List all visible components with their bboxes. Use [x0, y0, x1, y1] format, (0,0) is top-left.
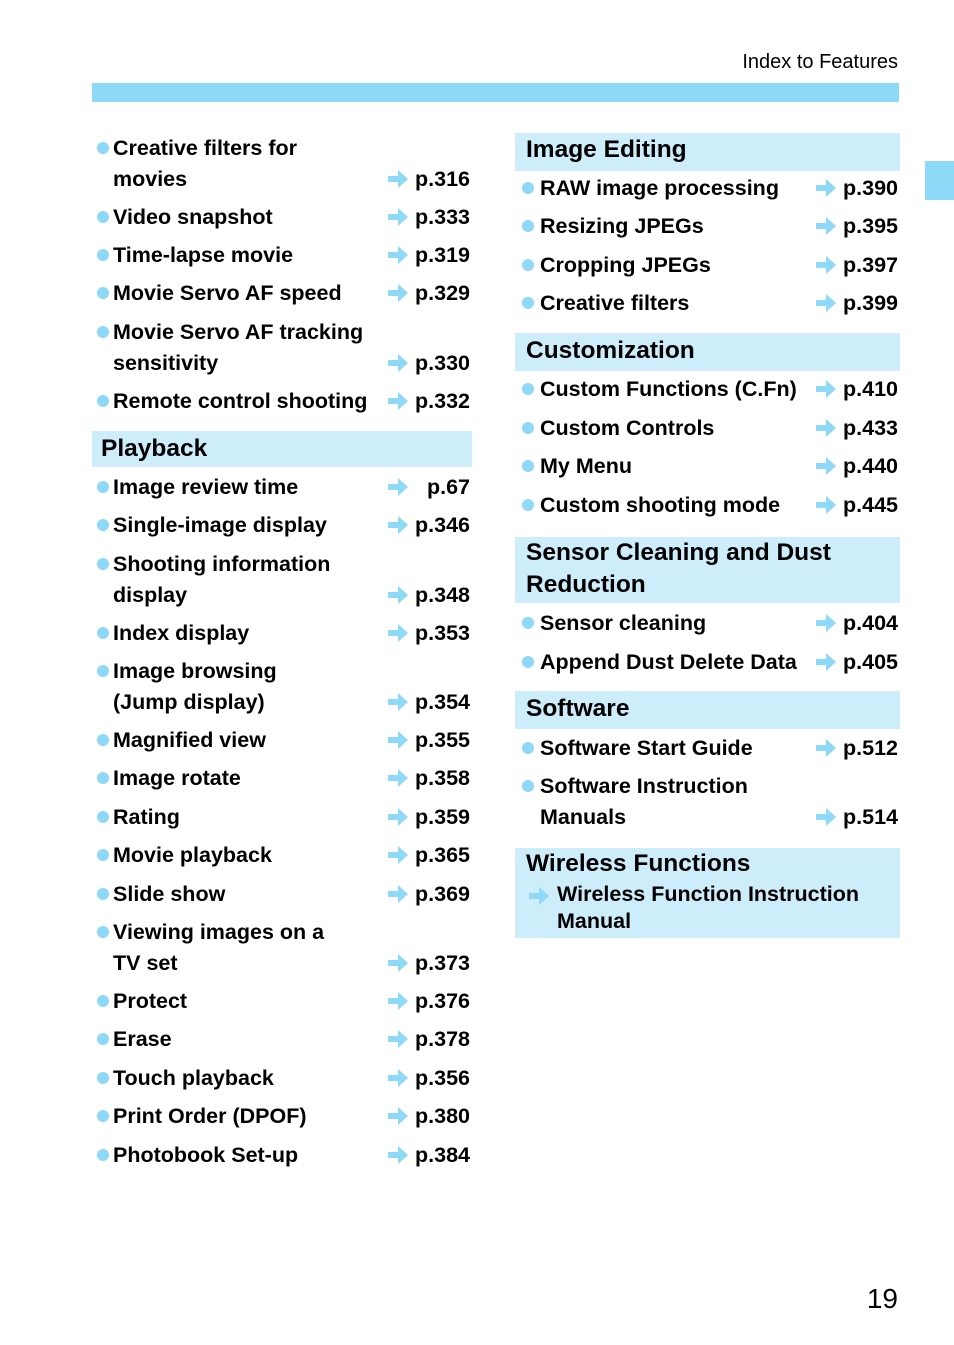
- bullet-icon: [97, 665, 109, 677]
- page-reference[interactable]: p.404: [843, 611, 898, 635]
- index-entry: [92, 879, 472, 910]
- section-header-image-editing: [515, 133, 900, 171]
- entry-label: Magnified view: [113, 728, 266, 752]
- page-reference[interactable]: p.384: [415, 1143, 470, 1167]
- entry-label: Creative filters: [540, 291, 690, 315]
- arrow-right-icon: [815, 379, 837, 399]
- page-reference[interactable]: p.329: [415, 281, 470, 305]
- arrow-right-icon: [815, 255, 837, 275]
- bullet-icon: [97, 734, 109, 746]
- page-reference[interactable]: p.319: [415, 243, 470, 267]
- bullet-icon: [522, 220, 534, 232]
- bullet-icon: [522, 182, 534, 194]
- page-reference[interactable]: p.354: [415, 690, 470, 714]
- section-header-sensor-cleaning: [515, 537, 900, 603]
- page-reference[interactable]: p.356: [415, 1066, 470, 1090]
- entry-label: Creative filters for: [113, 136, 298, 160]
- page-reference[interactable]: p.378: [415, 1027, 470, 1051]
- arrow-right-icon: [387, 585, 409, 605]
- arrow-right-icon: [387, 169, 409, 189]
- index-entry: [515, 490, 900, 521]
- index-entry: [515, 771, 900, 833]
- arrow-right-icon: [387, 353, 409, 373]
- bullet-icon: [97, 326, 109, 338]
- page-reference[interactable]: p.410: [843, 377, 898, 401]
- index-entry: [92, 725, 472, 756]
- index-entry: [92, 917, 472, 979]
- entry-label: Photobook Set-up: [113, 1143, 299, 1167]
- index-entry: [92, 840, 472, 871]
- section-wireless-functions: [515, 848, 900, 938]
- arrow-right-icon: [387, 623, 409, 643]
- bullet-icon: [522, 383, 534, 395]
- page-reference[interactable]: p.369: [415, 882, 470, 906]
- index-entry: [515, 608, 900, 639]
- right-column: [515, 0, 900, 1000]
- page-reference[interactable]: p.353: [415, 621, 470, 645]
- arrow-right-icon: [387, 730, 409, 750]
- page-reference[interactable]: p.348: [415, 583, 470, 607]
- entry-label: RAW image processing: [540, 176, 779, 200]
- entry-label: Movie playback: [113, 843, 272, 867]
- entry-label: Shooting information: [113, 552, 331, 576]
- arrow-right-icon: [387, 207, 409, 227]
- page-reference[interactable]: p.405: [843, 650, 898, 674]
- index-entry: [92, 618, 472, 649]
- page-reference[interactable]: p.365: [415, 843, 470, 867]
- arrow-right-icon: [387, 845, 409, 865]
- entry-label: Print Order (DPOF): [113, 1104, 307, 1128]
- arrow-right-icon: [387, 283, 409, 303]
- bullet-icon: [97, 287, 109, 299]
- index-entry: [92, 986, 472, 1017]
- arrow-right-icon: [387, 477, 409, 497]
- index-entry: [92, 386, 472, 417]
- index-entry: [515, 374, 900, 405]
- bullet-icon: [97, 558, 109, 570]
- arrow-right-icon: [528, 886, 550, 906]
- page-reference[interactable]: p.330: [415, 351, 470, 375]
- entry-label: Image review time: [113, 475, 299, 499]
- arrow-right-icon: [387, 884, 409, 904]
- page-reference[interactable]: p.512: [843, 736, 898, 760]
- bullet-icon: [97, 772, 109, 784]
- arrow-right-icon: [815, 495, 837, 515]
- entry-label: Single-image display: [113, 513, 327, 537]
- index-entry: [92, 763, 472, 794]
- entry-label: Cropping JPEGs: [540, 253, 711, 277]
- page-reference[interactable]: p.514: [843, 805, 898, 829]
- index-entry: [92, 1101, 472, 1132]
- section-title: Wireless Functions: [526, 850, 751, 877]
- page-reference[interactable]: p.359: [415, 805, 470, 829]
- page-reference[interactable]: p.373: [415, 951, 470, 975]
- entry-label: Custom Functions (C.Fn): [540, 377, 797, 401]
- section-header-software: [515, 691, 900, 729]
- entry-label: Video snapshot: [113, 205, 273, 229]
- bullet-icon: [522, 259, 534, 271]
- arrow-right-icon: [815, 418, 837, 438]
- index-entry: [92, 1140, 472, 1171]
- page-reference[interactable]: p.376: [415, 989, 470, 1013]
- left-column: [92, 0, 472, 1200]
- bullet-icon: [97, 995, 109, 1007]
- arrow-right-icon: [815, 456, 837, 476]
- index-entry: [515, 647, 900, 678]
- entry-label: Resizing JPEGs: [540, 214, 704, 238]
- entry-label: Slide show: [113, 882, 226, 906]
- bullet-icon: [97, 481, 109, 493]
- bullet-icon: [522, 617, 534, 629]
- bullet-icon: [97, 849, 109, 861]
- index-entry: [92, 549, 472, 611]
- index-entry: [92, 656, 472, 718]
- entry-label: Rating: [113, 805, 180, 829]
- entry-label: sensitivity: [113, 351, 219, 375]
- arrow-right-icon: [815, 652, 837, 672]
- section-title-line-1: Sensor Cleaning and Dust: [526, 539, 831, 566]
- bullet-icon: [97, 249, 109, 261]
- arrow-right-icon: [387, 1145, 409, 1165]
- arrow-right-icon: [387, 768, 409, 788]
- page-reference[interactable]: p.445: [843, 493, 898, 517]
- entry-label: My Menu: [540, 454, 632, 478]
- arrow-right-icon: [387, 515, 409, 535]
- page-reference[interactable]: p.316: [415, 167, 470, 191]
- entry-label: Time-lapse movie: [113, 243, 294, 267]
- arrow-right-icon: [815, 178, 837, 198]
- page-reference[interactable]: p.390: [843, 176, 898, 200]
- index-entry: [92, 240, 472, 271]
- bullet-icon: [97, 395, 109, 407]
- arrow-right-icon: [387, 991, 409, 1011]
- index-entry: [92, 1063, 472, 1094]
- index-entry: [92, 278, 472, 309]
- bullet-icon: [522, 499, 534, 511]
- index-entry: [92, 1024, 472, 1055]
- arrow-right-icon: [387, 1029, 409, 1049]
- entry-label: Image rotate: [113, 766, 241, 790]
- section-title-line-2: Reduction: [526, 571, 646, 598]
- arrow-right-icon: [815, 613, 837, 633]
- bullet-icon: [97, 926, 109, 938]
- bullet-icon: [522, 742, 534, 754]
- arrow-right-icon: [387, 807, 409, 827]
- page-reference[interactable]: p.433: [843, 416, 898, 440]
- index-entry: [515, 250, 900, 281]
- entry-label: Software Start Guide: [540, 736, 753, 760]
- entry-label: Custom shooting mode: [540, 493, 781, 517]
- index-entry: [515, 288, 900, 319]
- entry-label: display: [113, 583, 188, 607]
- bullet-icon: [522, 780, 534, 792]
- index-entry: [92, 472, 472, 503]
- bullet-icon: [97, 627, 109, 639]
- page-reference[interactable]: p.397: [843, 253, 898, 277]
- wireless-reference-line-2: Manual: [557, 909, 632, 933]
- index-entry: [515, 451, 900, 482]
- entry-label: Erase: [113, 1027, 172, 1051]
- entry-label: Protect: [113, 989, 188, 1013]
- entry-label: Manuals: [540, 805, 627, 829]
- section-title: Software: [526, 695, 630, 722]
- entry-label: Append Dust Delete Data: [540, 650, 797, 674]
- entry-label: Touch playback: [113, 1066, 274, 1090]
- entry-label: (Jump display): [113, 690, 265, 714]
- arrow-right-icon: [387, 1068, 409, 1088]
- entry-label: Sensor cleaning: [540, 611, 707, 635]
- header-title: Index to Features: [742, 51, 898, 73]
- page-reference[interactable]: p.399: [843, 291, 898, 315]
- bullet-icon: [97, 1072, 109, 1084]
- arrow-right-icon: [387, 391, 409, 411]
- bullet-icon: [97, 1149, 109, 1161]
- index-entry: [515, 173, 900, 204]
- bullet-icon: [97, 211, 109, 223]
- index-entry: [92, 317, 472, 379]
- page-number: 19: [866, 1283, 898, 1314]
- entry-label: Software Instruction: [540, 774, 748, 798]
- bullet-icon: [97, 1110, 109, 1122]
- page-reference[interactable]: p.440: [843, 454, 898, 478]
- arrow-right-icon: [387, 245, 409, 265]
- section-header-playback: [92, 431, 472, 467]
- bullet-icon: [522, 460, 534, 472]
- bullet-icon: [97, 519, 109, 531]
- wireless-reference-line-1: Wireless Function Instruction: [557, 882, 860, 906]
- entry-label: Movie Servo AF tracking: [113, 320, 364, 344]
- arrow-right-icon: [815, 807, 837, 827]
- chapter-tab: [925, 161, 954, 200]
- page-reference[interactable]: p.67: [426, 475, 470, 499]
- index-entry: [92, 510, 472, 541]
- section-header-customization: [515, 333, 900, 371]
- page-reference[interactable]: p.358: [415, 766, 470, 790]
- entry-label: movies: [113, 167, 188, 191]
- entry-label: Movie Servo AF speed: [113, 281, 342, 305]
- arrow-right-icon: [815, 738, 837, 758]
- bullet-icon: [97, 888, 109, 900]
- bullet-icon: [97, 142, 109, 154]
- index-entry: [92, 133, 472, 195]
- bullet-icon: [97, 1033, 109, 1045]
- page-reference[interactable]: p.346: [415, 513, 470, 537]
- entry-label: Viewing images on a: [113, 920, 325, 944]
- entry-label: Remote control shooting: [113, 389, 368, 413]
- index-entry: [515, 733, 900, 764]
- entry-label: TV set: [113, 951, 178, 975]
- bullet-icon: [522, 297, 534, 309]
- arrow-right-icon: [815, 293, 837, 313]
- arrow-right-icon: [387, 692, 409, 712]
- index-entry: [92, 202, 472, 233]
- entry-label: Image browsing: [113, 659, 277, 683]
- entry-label: Custom Controls: [540, 416, 715, 440]
- arrow-right-icon: [387, 1106, 409, 1126]
- arrow-right-icon: [387, 953, 409, 973]
- index-entry: [515, 211, 900, 242]
- arrow-right-icon: [815, 216, 837, 236]
- section-title: Playback: [101, 435, 208, 462]
- index-entry: [515, 413, 900, 444]
- index-entry: [92, 802, 472, 833]
- page-reference[interactable]: p.380: [415, 1104, 470, 1128]
- page-reference[interactable]: p.332: [415, 389, 470, 413]
- bullet-icon: [522, 422, 534, 434]
- bullet-icon: [522, 656, 534, 668]
- bullet-icon: [97, 811, 109, 823]
- page-reference[interactable]: p.333: [415, 205, 470, 229]
- page-reference[interactable]: p.395: [843, 214, 898, 238]
- page-reference[interactable]: p.355: [415, 728, 470, 752]
- section-title: Image Editing: [526, 136, 687, 163]
- section-title: Customization: [526, 337, 695, 364]
- entry-label: Index display: [113, 621, 250, 645]
